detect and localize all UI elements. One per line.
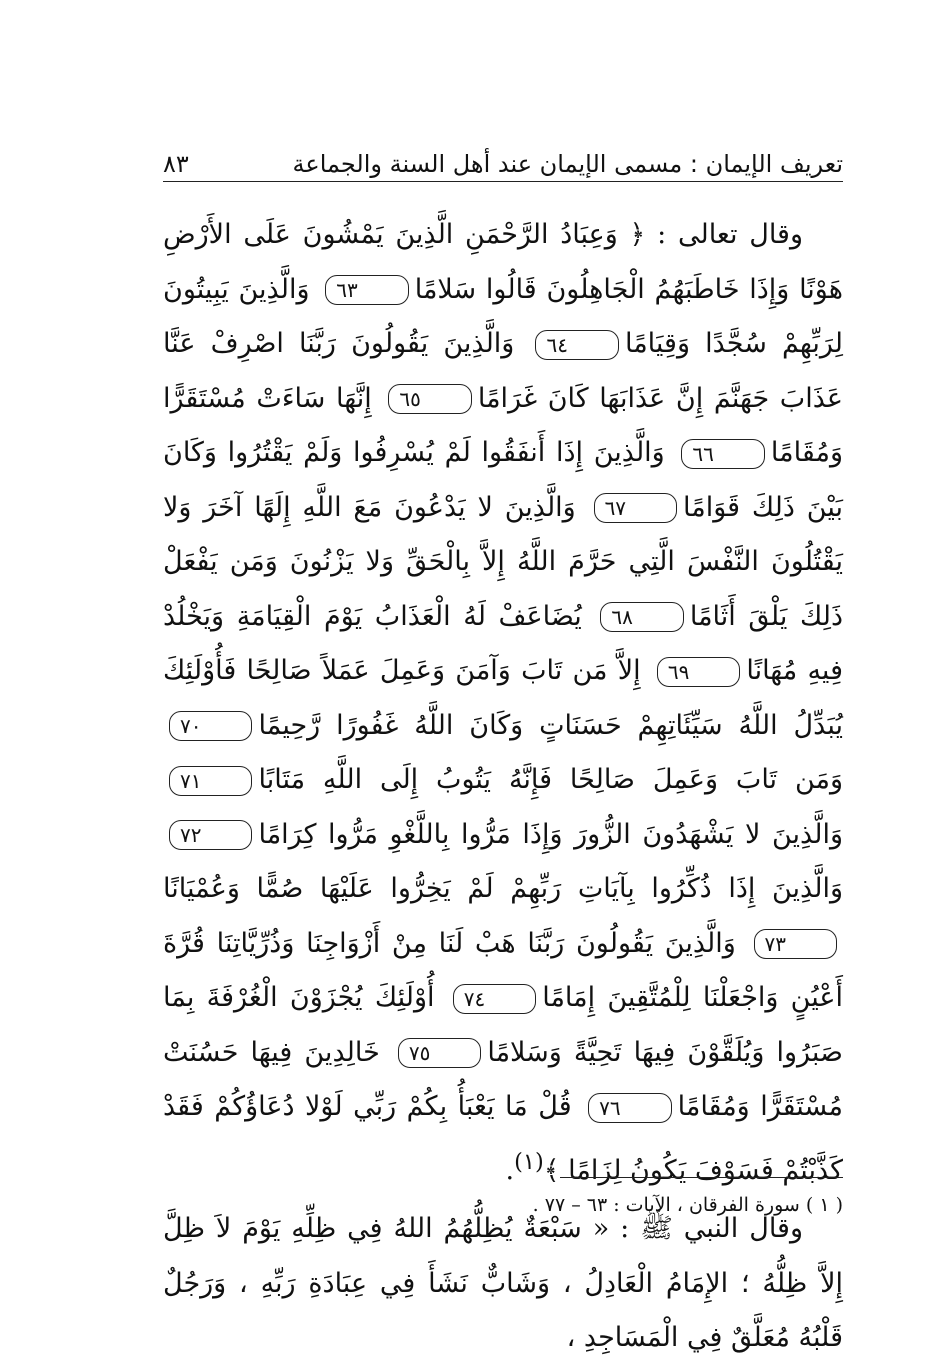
sentence-end: .	[505, 1154, 515, 1186]
ayah-number-marker: ٦٥	[388, 384, 471, 414]
verse-text: وَالَّذِينَ يَبِيتُونَ لِرَبِّهِمْ سُجَّدًا وَقِيَامًا	[163, 273, 844, 359]
verse-text: وَالَّذِينَ إِذَا أَنفَقُوا لَمْ يُسْرِفُوا وَلَمْ يَقْتُرُوا وَكَانَ بَيْنَ ذَلِكَ قَوَامًا	[163, 437, 843, 523]
ayah-number-marker: ٧٤	[453, 984, 536, 1014]
verse-text: ﴿ وَعِبَادُ الرَّحْمَنِ الَّذِينَ يَمْشُونَ عَلَى الأَرْضِ هَوْنًا وَإِذَا خَاطَبَهُمُ الْجَاهِلُونَ قَالُوا سَلامًا	[163, 219, 843, 305]
footnote-reference: (١)	[514, 1148, 544, 1175]
verse-text: يُضَاعَفْ لَهُ الْعَذَابُ يَوْمَ الْقِيَامَةِ وَيَخْلُدْ فِيهِ مُهَانًا	[163, 600, 843, 686]
ayah-number-marker: ٦٨	[600, 602, 683, 632]
verse-text: وَمَن تَابَ وَعَمِلَ صَالِحًا فَإِنَّهُ يَتُوبُ إِلَى اللَّهِ مَتَابًا	[258, 764, 843, 795]
page-number: ٨٣	[163, 150, 189, 178]
verse-text: إِلاَّ مَن تَابَ وَآمَنَ وَعَمِلَ عَمَلاً صَالِحًا فَأُوْلَئِكَ يُبَدِّلُ اللَّهُ سَيِّئَاتِهِمْ حَسَنَاتٍ وَكَانَ اللَّهُ غَفُورًا رَّحِيمًا	[163, 655, 843, 741]
running-header	[163, 138, 843, 178]
verse-text: وَالَّذِينَ إِذَا ذُكِّرُوا بِآيَاتِ رَبِّهِمْ لَمْ يَخِرُّوا عَلَيْهَا صُمًّا وَعُمْيَانًا	[163, 873, 843, 904]
verse-text: وَالَّذِينَ لا يَدْعُونَ مَعَ اللَّهِ إِلَهًا آخَرَ وَلا يَقْتُلُونَ النَّفْسَ الَّتِي حَرَّمَ اللَّهُ إِلاَّ بِالْحَقِّ وَلا يَزْنُونَ وَمَن يَفْعَلْ ذَلِكَ يَلْقَ أَثَامًا	[163, 491, 843, 632]
ayah-number-marker: ٧١	[169, 766, 252, 796]
ayah-number-marker: ٧٦	[588, 1093, 671, 1123]
ayah-number-marker: ٦٧	[594, 493, 677, 523]
quote-intro: وقال تعالى :	[657, 219, 803, 250]
footnote: ( ١ ) سورة الفرقان ، الآيات : ٦٣ – ٧٧ .	[532, 1194, 843, 1216]
paragraph-quran-quote	[163, 208, 843, 1198]
verse-text: أُوْلَئِكَ يُجْزَوْنَ الْغُرْفَةَ بِمَا صَبَرُوا وَيُلَقَّوْنَ فِيهَا تَحِيَّةً وَسَلامًا	[163, 982, 843, 1068]
paragraph-hadith: وقال النبي ﷺ : « سَبْعَةٌ يُظِلُّهُمُ اللهُ فِي ظِلِّهِ يَوْمَ لاَ ظِلَّ إِلاَّ ظِلُّهُ ؛ الإِمَامُ الْعَادِلُ ، وَشَابٌّ نَشَأَ فِي عِبَادَةِ رَبِّهِ ، وَرَجُلٌ قَلْبُهُ مُعَلَّقٌ فِي الْمَسَاجِدِ ،	[163, 1213, 843, 1353]
header-rule	[163, 181, 843, 182]
ayah-number-marker: ٧٠	[169, 711, 252, 741]
ayah-number-marker: ٧٢	[169, 820, 252, 850]
verse-text: خَالِدِينَ فِيهَا حَسُنَتْ مُسْتَقَرًّا وَمُقَامًا	[163, 1036, 843, 1122]
ayah-number-marker: ٦٩	[657, 657, 740, 687]
verse-text: وَالَّذِينَ يَقُولُونَ رَبَّنَا اصْرِفْ عَنَّا عَذَابَ جَهَنَّمَ إِنَّ عَذَابَهَا كَانَ غَرَامًا	[163, 328, 843, 414]
ayah-number-marker: ٦٦	[681, 439, 764, 469]
header-title: تعريف الإيمان : مسمى الإيمان عند أهل السنة والجماعة	[292, 150, 843, 178]
footnote-rule	[560, 1177, 843, 1178]
ayah-number-marker: ٧٥	[398, 1038, 481, 1068]
ayah-number-marker: ٦٤	[535, 330, 618, 360]
ayah-number-marker: ٧٣	[754, 929, 837, 959]
ayah-number-marker: ٦٣	[325, 275, 408, 305]
verse-text: وَالَّذِينَ يَقُولُونَ رَبَّنَا هَبْ لَنَا مِنْ أَزْوَاجِنَا وَذُرِّيَّاتِنَا قُرَّةَ أَعْيُنٍ وَاجْعَلْنَا لِلْمُتَّقِينَ إِمَامًا	[163, 927, 843, 1013]
verse-text: قُلْ مَا يَعْبَأُ بِكُمْ رَبِّي لَوْلا دُعَاؤُكُمْ فَقَدْ كَذَّبْتُمْ فَسَوْفَ يَكُونُ لِزَامًا ﴾	[163, 1091, 843, 1186]
verse-text: إِنَّهَا سَاءَتْ مُسْتَقَرًّا وَمُقَامًا	[163, 382, 843, 468]
verse-text: وَالَّذِينَ لا يَشْهَدُونَ الزُّورَ وَإِذَا مَرُّوا بِاللَّغْوِ مَرُّوا كِرَامًا	[258, 818, 843, 850]
